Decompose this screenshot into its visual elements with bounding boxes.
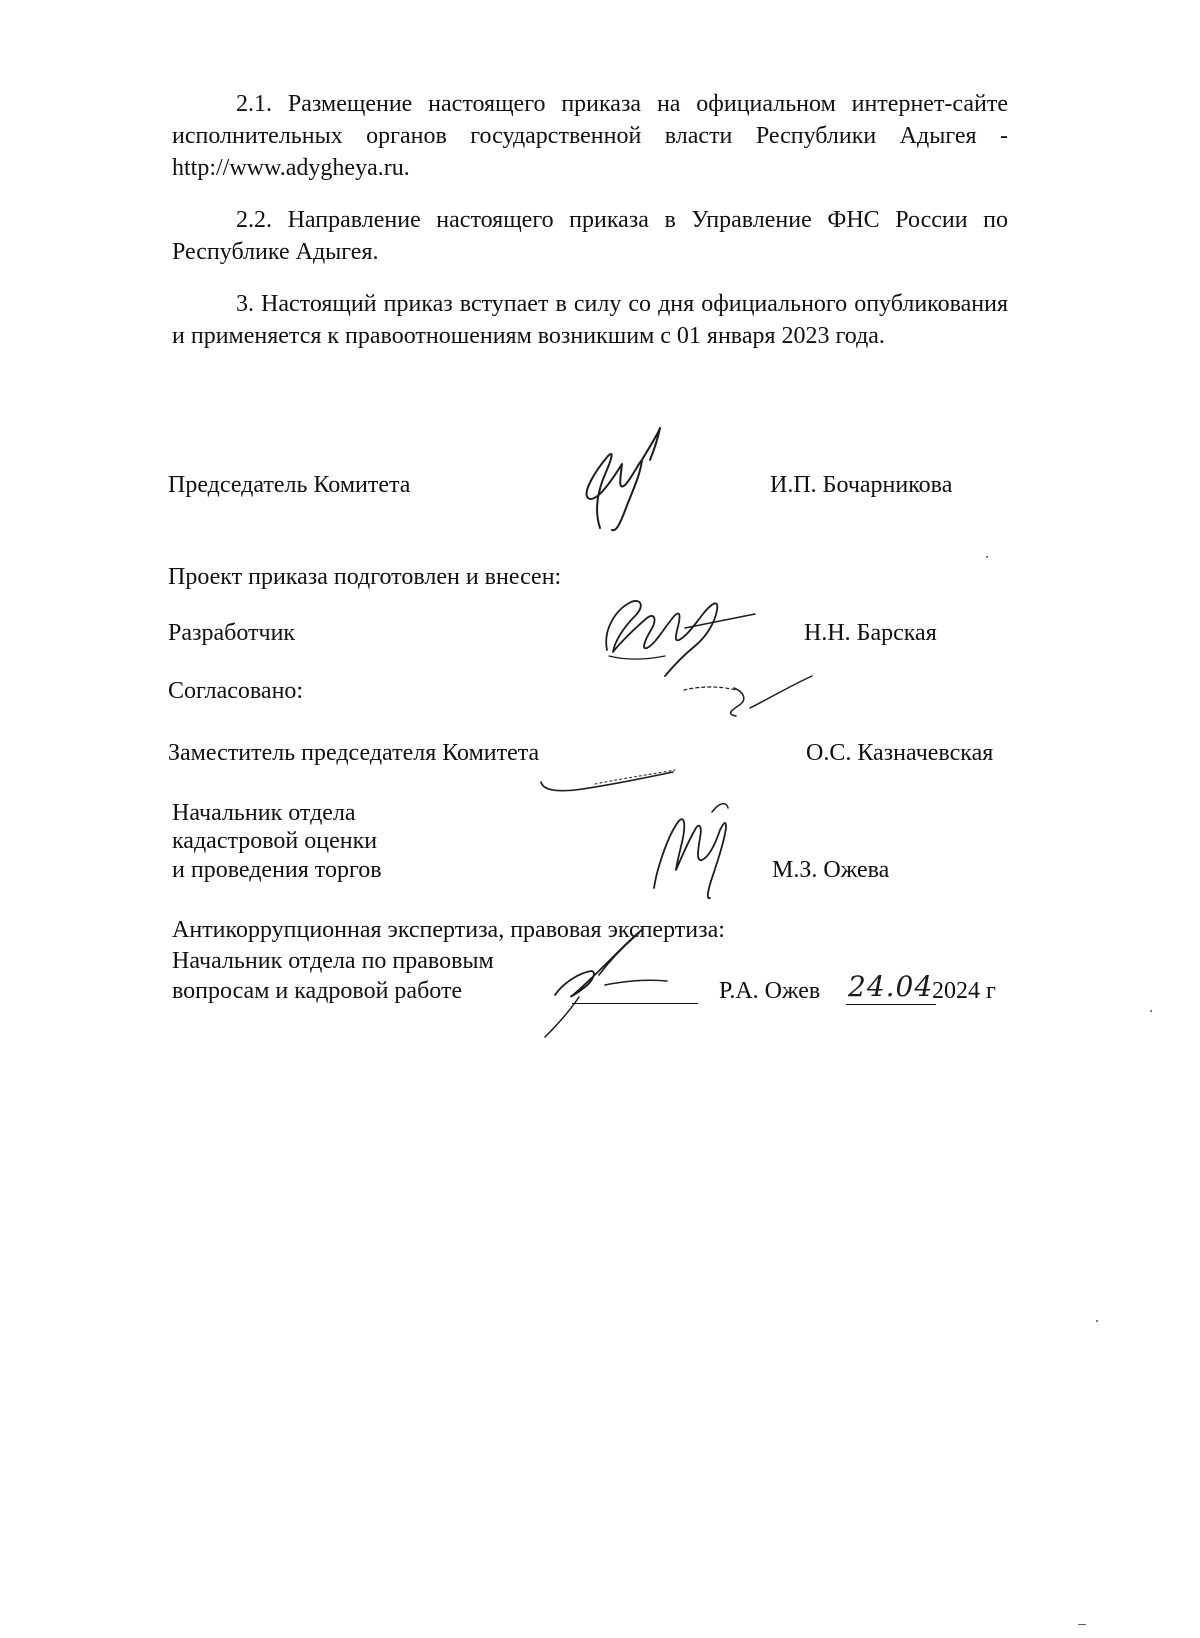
chairman-signature: [560, 420, 680, 535]
developer-signature: [595, 580, 770, 685]
deputy-role: Заместитель председателя Комитета: [168, 740, 540, 766]
expertise-heading: Антикоррупционная экспертиза, правовая экспертиза:: [172, 917, 725, 943]
cadastral-signature: [648, 798, 743, 908]
deputy-name: О.С. Казначевская: [806, 740, 994, 766]
paragraph-2-2: 2.2. Направление настоящего приказа в Управление ФНС России по Республике Адыгея.: [172, 207, 1008, 265]
paragraph-3: 3. Настоящий приказ вступает в силу со дня официального опубликования и применяется к правоотношениям возникшим с 01 января 2023 года.: [172, 291, 1008, 349]
scan-speck: [1150, 1010, 1152, 1012]
deputy-signature: [535, 762, 685, 802]
expertise-name: Р.А. Ожев: [719, 978, 821, 1004]
developer-role: Разработчик: [168, 620, 296, 646]
cadastral-role-line2: кадастровой оценки: [172, 828, 378, 854]
cadastral-name: М.З. Ожева: [772, 857, 890, 883]
paragraph-2-1: 2.1. Размещение настоящего приказа на официальном интернет-сайте исполнительных органов государственной власти Республики Адыгея - http://www.adygheya.ru.: [172, 91, 1008, 181]
project-heading: Проект приказа подготовлен и внесен:: [168, 564, 562, 590]
expertise-role-line2: вопросам и кадровой работе: [172, 978, 463, 1004]
agreed-heading: Согласовано:: [168, 678, 304, 704]
expertise-year: 2024 г: [932, 978, 996, 1004]
signature-line: [572, 1003, 698, 1004]
handwritten-date: 24.04: [848, 970, 934, 1003]
date-underline: [846, 1004, 936, 1005]
agreed-mark: [680, 672, 820, 727]
scan-speck: [1096, 1320, 1098, 1322]
cadastral-role-line3: и проведения торгов: [172, 857, 382, 883]
scan-speck: [986, 556, 988, 558]
cadastral-role-line1: Начальник отдела: [172, 800, 356, 826]
chairman-title: Председатель Комитета: [168, 472, 411, 498]
developer-name: Н.Н. Барская: [804, 620, 937, 646]
expertise-role-line1: Начальник отдела по правовым: [172, 948, 494, 974]
chairman-name: И.П. Бочарникова: [770, 472, 953, 498]
scan-speck: [1078, 1624, 1086, 1625]
